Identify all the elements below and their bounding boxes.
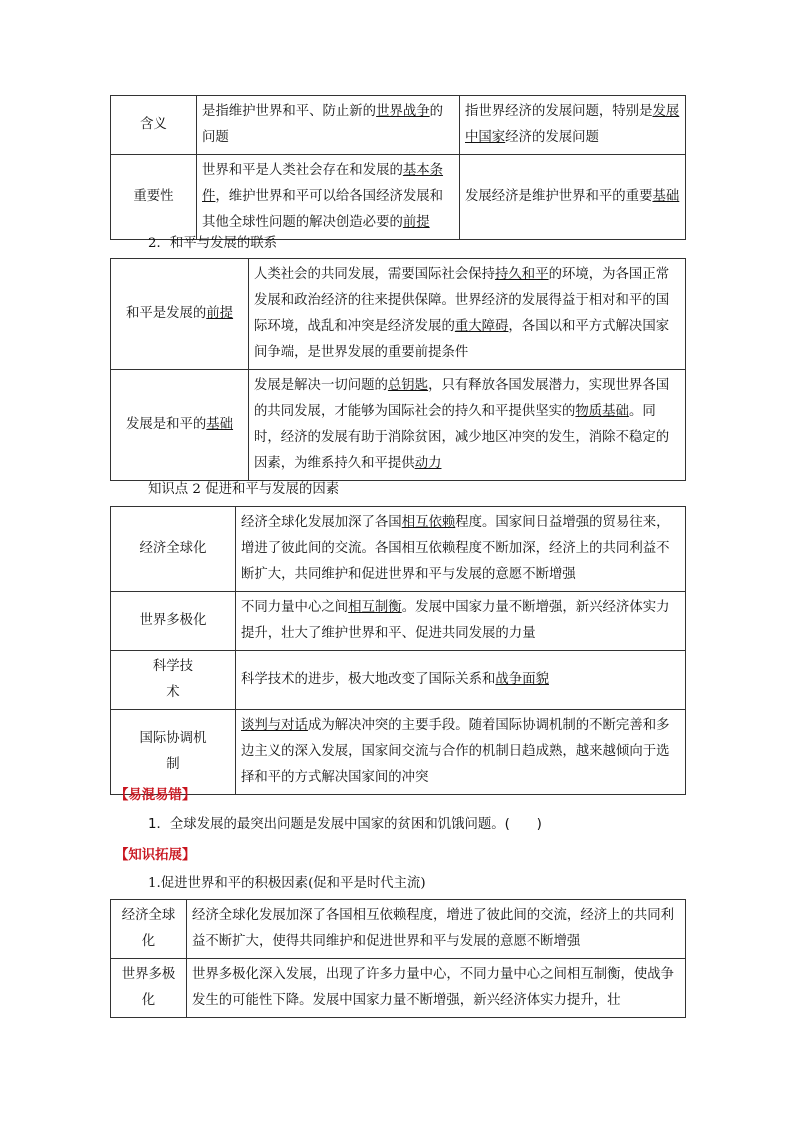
text-run: 世界和平是人类社会存在和发展的 xyxy=(202,163,403,178)
peace-meaning-cell xyxy=(197,96,460,155)
confuse-question: 1．全球发展的最突出问题是发展中国家的贫困和饥饿问题。( ) xyxy=(148,817,542,832)
underlined-keyword: 发展中国家 xyxy=(465,104,680,145)
underlined-keyword: 基本条件 xyxy=(202,163,444,204)
text-run: 指世界经济的发展问题，特别是 xyxy=(465,104,653,119)
row-label-globalization-2: 经济全球化 xyxy=(111,900,187,959)
text-run: 不同力量中心之间 xyxy=(241,600,349,615)
underlined-keyword: 持久和平 xyxy=(495,267,549,282)
development-importance-cell xyxy=(460,155,686,240)
text-run: 科学技术的进步，极大地改变了国际关系和 xyxy=(241,672,496,687)
meaning-importance-table xyxy=(110,95,686,240)
globalization-content-2: 经济全球化发展加深了各国相互依赖程度，增进了彼此间的交流，经济上的共同利益不断扩大，使得共同维护和促进世界和平与发展的意愿不断增强 xyxy=(187,900,686,959)
underlined-keyword: 物质基础 xyxy=(575,404,629,419)
text-run: 是指维护世界和平、防止新的 xyxy=(202,104,377,119)
text-run: 发展是和平的 xyxy=(125,417,207,432)
row-label-importance: 重要性 xyxy=(111,155,197,240)
row-label-meaning: 含义 xyxy=(111,96,197,155)
underlined-keyword: 战争面貌 xyxy=(495,672,549,687)
coordination-content xyxy=(236,710,686,795)
row-label-multipolarity: 世界多极化 xyxy=(111,592,236,651)
underlined-keyword: 前提 xyxy=(206,306,234,321)
confuse-heading: 【易混易错】 xyxy=(115,787,196,803)
development-basis-content xyxy=(249,370,686,481)
row-label-peace-premise xyxy=(111,259,249,370)
expand-title: 1.促进世界和平的积极因素(促和平是时代主流) xyxy=(148,876,426,891)
text-run: 和平是发展的 xyxy=(125,306,207,321)
text-run: 发展是解决一切问题的 xyxy=(254,378,388,393)
underlined-keyword: 相互依赖 xyxy=(401,515,456,530)
text-run: 。发展中国家力量不断增强，新兴经济体实力提升，壮大了维护世界和平、促进共同发展的力量 xyxy=(241,600,670,641)
peace-positive-factors-table xyxy=(110,899,686,1018)
underlined-keyword: 重大障碍 xyxy=(454,319,509,334)
text-run: 经济的发展问题 xyxy=(505,130,599,145)
row-label-globalization: 经济全球化 xyxy=(111,507,236,592)
promoting-factors-table xyxy=(110,506,686,795)
peace-premise-content xyxy=(249,259,686,370)
underlined-keyword: 总钥匙 xyxy=(387,378,429,393)
underlined-keyword: 基础 xyxy=(652,189,680,204)
row-label-science-technology: 科学技术 xyxy=(111,651,236,710)
text-run: 人类社会的共同发展，需要国际社会保持 xyxy=(254,267,496,282)
section-2-title: 2．和平与发展的联系 xyxy=(148,236,278,251)
underlined-keyword: 相互制衡 xyxy=(348,600,402,615)
text-run: 的问题 xyxy=(202,104,444,145)
knowledge-point-2-title: 知识点 2 促进和平与发展的因素 xyxy=(148,482,340,497)
text-run: ，只有释放各国发展潜力，实现世界各国的共同发展，才能够为国际社会的持久和平提供坚实的 xyxy=(254,378,670,419)
globalization-content xyxy=(236,507,686,592)
text-run: 发展经济是维护世界和平的重要 xyxy=(465,189,653,204)
underlined-keyword: 动力 xyxy=(414,456,442,471)
multipolarity-content xyxy=(236,592,686,651)
text-run: 经济全球化发展加深了各国 xyxy=(241,515,402,530)
text-run: 成为解决冲突的主要手段。随着国际协调机制的不断完善和多边主义的深入发展，国家间交流与合作的机制日趋成熟，越来越倾向于选择和平的方式解决国家间的冲突 xyxy=(241,718,670,785)
text-run: 程度。国家间日益增强的贸易往来，增进了彼此间的交流。各国相互依赖程度不断加深，经济上的共同利益不断扩大，共同维护和促进世界和平与发展的意愿不断增强 xyxy=(241,515,670,582)
text-run: ，各国以和平方式解决国家间争端，是世界发展的重要前提条件 xyxy=(254,319,670,360)
row-label-development-basis xyxy=(111,370,249,481)
underlined-keyword: 谈判与对话 xyxy=(241,718,308,733)
text-run: 。同时，经济的发展有助于消除贫困，减少地区冲突的发生，消除不稳定的因素，为维系持久和平提供 xyxy=(254,404,670,471)
expand-heading: 【知识拓展】 xyxy=(115,847,196,863)
text-run: 的环境，为各国正常发展和政治经济的往来提供保障。世界经济的发展得益于相对和平的国际环境，战乱和冲突是经济发展的 xyxy=(254,267,670,334)
peace-development-relation-table xyxy=(110,258,686,481)
development-meaning-cell xyxy=(460,96,686,155)
peace-importance-cell xyxy=(197,155,460,240)
row-label-multipolarity-2: 世界多极化 xyxy=(111,959,187,1018)
multipolarity-content-2: 世界多极化深入发展，出现了许多力量中心，不同力量中心之间相互制衡，使战争发生的可能性下降。发展中国家力量不断增强，新兴经济体实力提升，壮 xyxy=(187,959,686,1018)
underlined-keyword: 基础 xyxy=(206,417,234,432)
underlined-keyword: 前提 xyxy=(402,215,430,230)
underlined-keyword: 世界战争 xyxy=(376,104,430,119)
science-technology-content xyxy=(236,651,686,710)
row-label-coordination: 国际协调机制 xyxy=(111,710,236,795)
text-run: ，维护世界和平可以给各国经济发展和其他全球性问题的解决创造必要的 xyxy=(202,189,444,230)
